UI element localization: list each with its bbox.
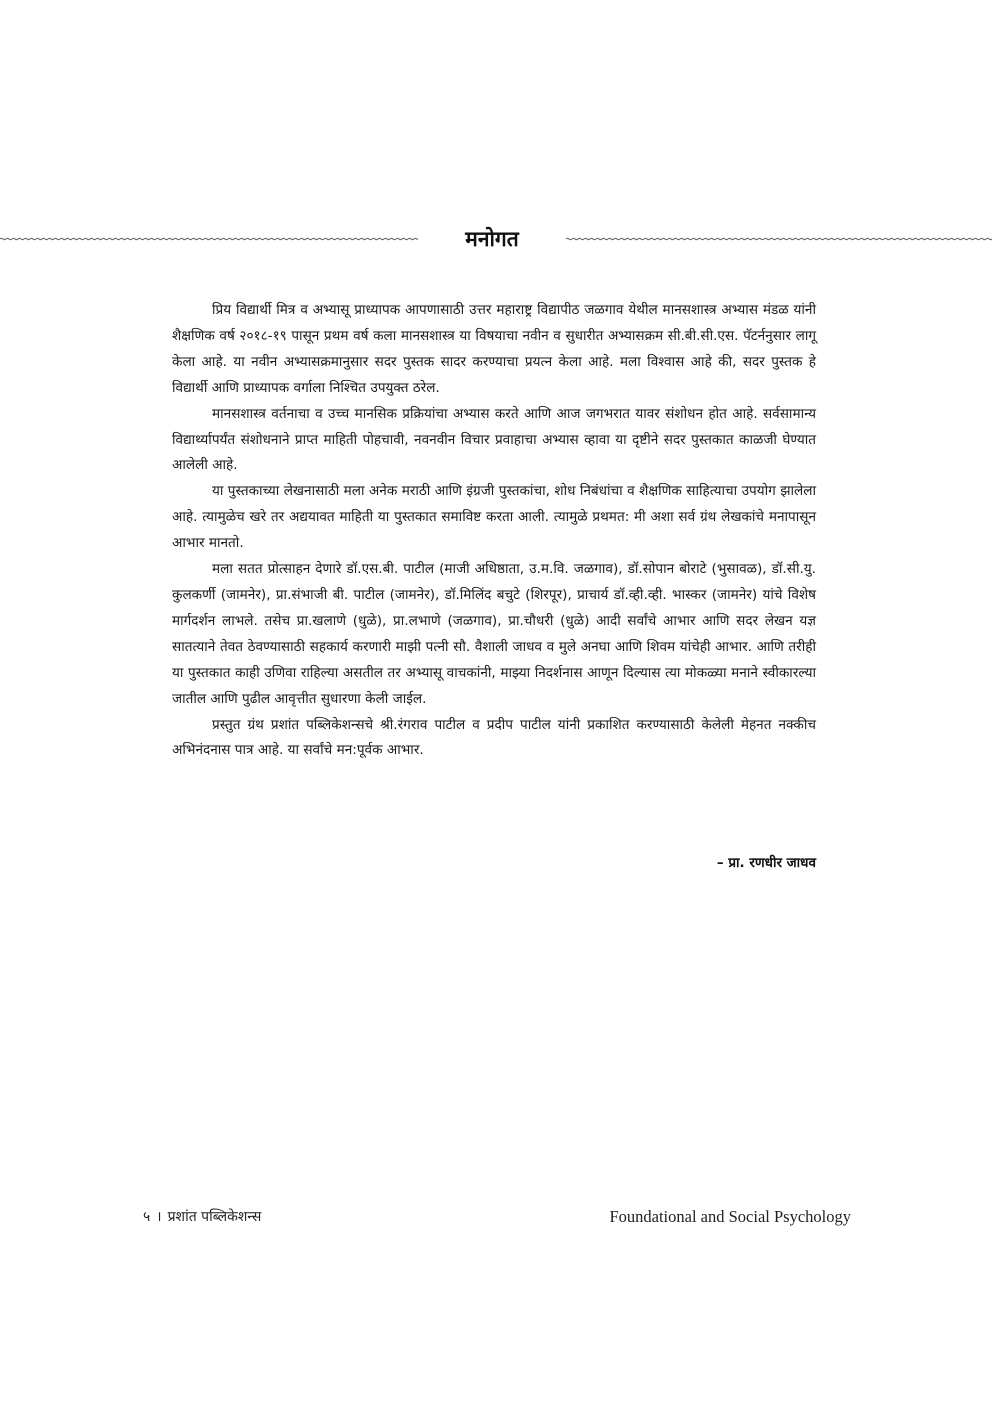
- paragraph-references: या पुस्तकाच्या लेखनासाठी मला अनेक मराठी आणि इंग्रजी पुस्तकांचा, शोध निबंधांचा व शैक्षणिक साहित्याचा उपयोग झालेला आहे. त्यामुळेच खरे तर अद्ययावत माहिती या पुस्तकात समाविष्ट करता आली. त्यामुळे प्रथमत: मी अशा सर्व ग्रंथ लेखकांचे मनापासून आभार मानतो.: [172, 483, 816, 552]
- paragraph-publisher-thanks: प्रस्तुत ग्रंथ प्रशांत पब्लिकेशन्सचे श्री.रंगराव पाटील व प्रदीप पाटील यांनी प्रकाशित करण्यासाठी केलेली मेहनत नक्कीच अभिनंदनास पात्र आहे. या सर्वांचे मन:पूर्वक आभार.: [172, 716, 816, 759]
- page-title: मनोगत: [465, 227, 519, 251]
- page-number: ५: [143, 1209, 151, 1225]
- author-signature: – प्रा. रणधीर जाधव: [716, 855, 816, 871]
- book-title: Foundational and Social Psychology: [609, 1207, 851, 1226]
- footer-separator: ।: [156, 1209, 162, 1225]
- footer-page-info: [143, 1205, 261, 1229]
- paragraph-acknowledgements: मला सतत प्रोत्साहन देणारे डॉ.एस.बी. पाटील (माजी अधिष्ठाता, उ.म.वि. जळगाव), डॉ.सोपान बोराटे (भुसावळ), डॉ.सी.यु. कुलकर्णी (जामनेर), प्रा.संभाजी बी. पाटील (जामनेर), डॉ.मिलिंद बचुटे (शिरपूर), प्राचार्य डॉ.व्ही.व्ही. भास्कर (जामनेर) यांचे विशेष मार्गदर्शन लाभले. तसेच प्रा.खलाणे (धुळे), प्रा.लभाणे (जळगाव), प्रा.चौधरी (धुळे) आदी सर्वांचे आभार आणि सदर लेखन यज्ञ सातत्याने तेवत ठेवण्यासाठी सहकार्य करणारी माझी पत्नी सौ. वैशाली जाधव व मुले अनघा आणि शिवम यांचेही आभार. आणि तरीही या पुस्तकात काही उणिवा राहिल्या असतील तर अभ्यासू वाचकांनी, माझ्या निदर्शनास आणून दिल्यास त्या मोकळ्या मनाने स्वीकारल्या जातील आणि पुढील आवृत्तीत सुधारणा केली जाईल.: [172, 561, 816, 707]
- preface-body: [172, 298, 816, 764]
- paragraph-psychology: मानसशास्त्र वर्तनाचा व उच्च मानसिक प्रक्रियांचा अभ्यास करते आणि आज जगभरात यावर संशोधन होत आहे. सर्वसामान्य विद्यार्थ्यापर्यंत संशोधनाने प्राप्त माहिती पोहचावी, नवनवीन विचार प्रवाहाचा अभ्यास व्हावा या दृष्टीने सदर पुस्तकात काळजी घेण्यात आलेली आहे.: [172, 405, 816, 474]
- paragraph-intro: प्रिय विद्यार्थी मित्र व अभ्यासू प्राध्यापक आपणासाठी उत्तर महाराष्ट्र विद्यापीठ जळगाव येथील मानसशास्त्र अभ्यास मंडळ यांनी शैक्षणिक वर्ष २०१८-१९ पासून प्रथम वर्ष कला मानसशास्त्र या विषयाचा नवीन व सुधारीत अभ्यासक्रम सी.बी.सी.एस. पॅटर्ननुसार लागू केला आहे. या नवीन अभ्यासक्रमानुसार सदर पुस्तक सादर करण्याचा प्रयत्न केला आहे. मला विश्वास आहे की, सदर पुस्तक हे विद्यार्थी आणि प्राध्यापक वर्गाला निश्चित उपयुक्त ठरेल.: [172, 302, 816, 396]
- publisher-name: प्रशांत पब्लिकेशन्स: [167, 1209, 262, 1225]
- heading-row: [0, 222, 992, 262]
- decorative-wave-line-right: [566, 234, 992, 244]
- decorative-wave-line-left: [0, 234, 418, 244]
